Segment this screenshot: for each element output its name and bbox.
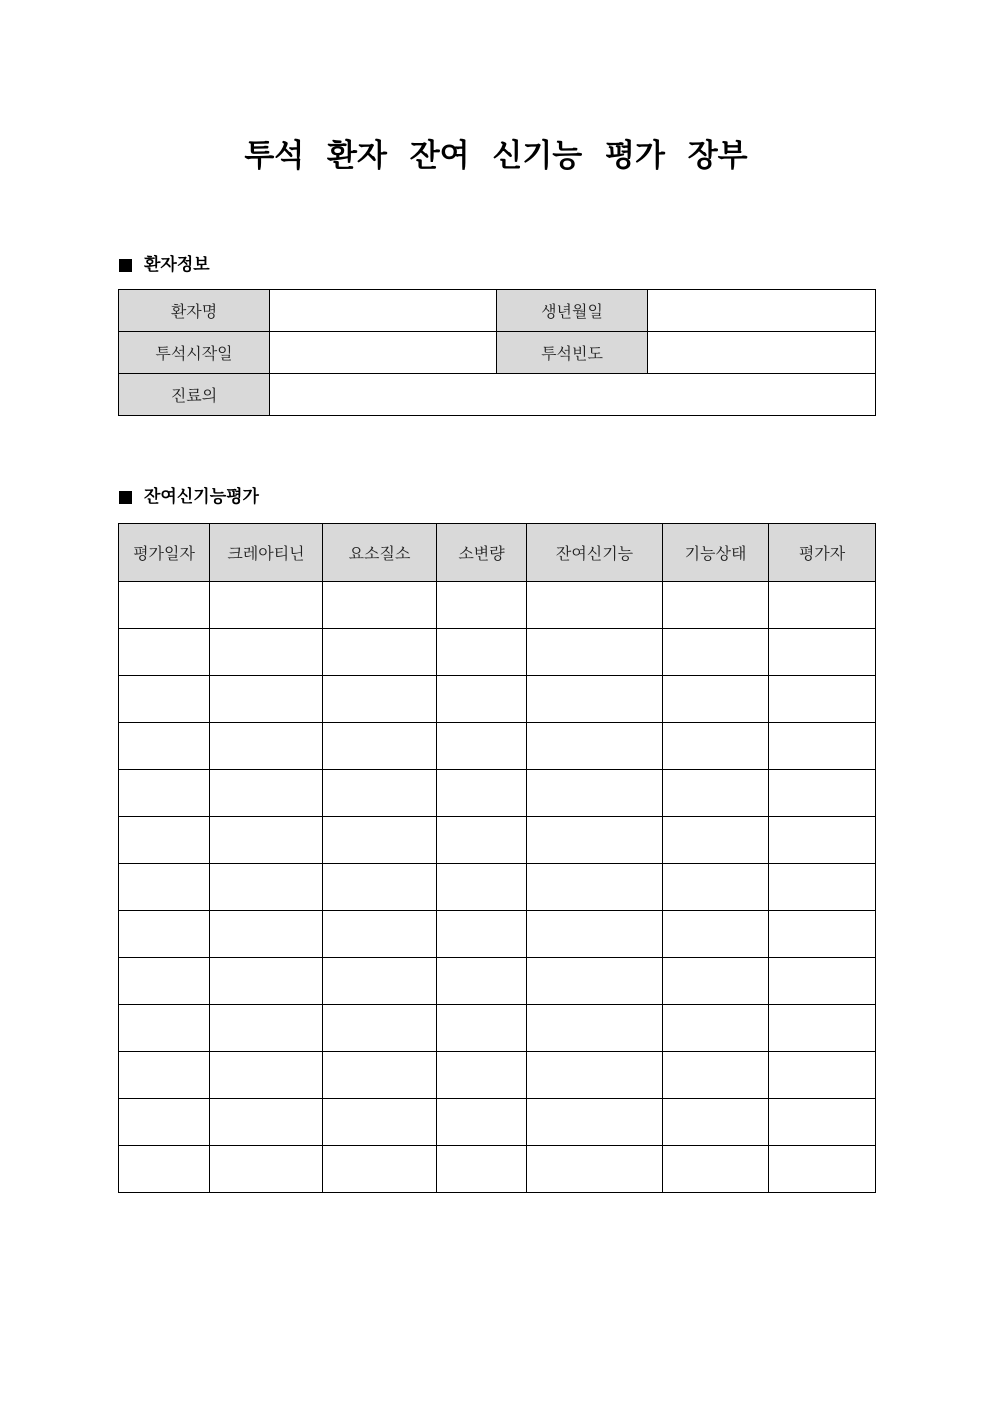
eval-date-cell[interactable] (119, 911, 210, 958)
creatinine-cell[interactable] (210, 1052, 323, 1099)
urine-output-cell[interactable] (437, 1005, 527, 1052)
urine-output-cell[interactable] (437, 911, 527, 958)
urine-output-cell[interactable] (437, 582, 527, 629)
bun-cell[interactable] (323, 958, 437, 1005)
patient-info-row (119, 374, 876, 416)
creatinine-cell[interactable] (210, 1099, 323, 1146)
evaluator-cell[interactable] (769, 582, 876, 629)
patient-name-label: 환자명 (119, 290, 270, 332)
bun-cell[interactable] (323, 1005, 437, 1052)
urine-output-cell[interactable] (437, 723, 527, 770)
dialysis-frequency-label: 투석빈도 (497, 332, 648, 374)
table-row (119, 1099, 876, 1146)
creatinine-cell[interactable] (210, 723, 323, 770)
column-header-eval-date: 평가일자 (119, 524, 210, 582)
patient-info-row (119, 290, 876, 332)
table-row (119, 958, 876, 1005)
square-bullet-icon (119, 491, 132, 504)
table-row (119, 770, 876, 817)
function-status-cell[interactable] (663, 629, 769, 676)
residual-function-cell[interactable] (527, 1099, 663, 1146)
eval-date-cell[interactable] (119, 723, 210, 770)
square-bullet-icon (119, 259, 132, 272)
residual-function-cell[interactable] (527, 629, 663, 676)
function-status-cell[interactable] (663, 911, 769, 958)
eval-date-cell[interactable] (119, 1099, 210, 1146)
function-status-cell[interactable] (663, 1099, 769, 1146)
physician-field[interactable] (270, 374, 876, 416)
function-status-cell[interactable] (663, 582, 769, 629)
residual-function-cell[interactable] (527, 864, 663, 911)
residual-function-cell[interactable] (527, 582, 663, 629)
eval-date-cell[interactable] (119, 770, 210, 817)
residual-function-cell[interactable] (527, 817, 663, 864)
function-status-cell[interactable] (663, 1052, 769, 1099)
evaluator-cell[interactable] (769, 1099, 876, 1146)
eval-date-cell[interactable] (119, 1052, 210, 1099)
bun-cell[interactable] (323, 676, 437, 723)
urine-output-cell[interactable] (437, 676, 527, 723)
function-status-cell[interactable] (663, 723, 769, 770)
function-status-cell[interactable] (663, 770, 769, 817)
patient-info-heading-text: 환자정보 (144, 255, 210, 275)
creatinine-cell[interactable] (210, 911, 323, 958)
birth-date-label: 생년월일 (497, 290, 648, 332)
creatinine-cell[interactable] (210, 1005, 323, 1052)
dialysis-frequency-field[interactable] (648, 332, 876, 374)
column-header-residual-function: 잔여신기능 (527, 524, 663, 582)
creatinine-cell[interactable] (210, 582, 323, 629)
dialysis-start-field[interactable] (270, 332, 497, 374)
residual-function-cell[interactable] (527, 1005, 663, 1052)
eval-date-cell[interactable] (119, 817, 210, 864)
patient-info-row (119, 332, 876, 374)
function-status-cell[interactable] (663, 1005, 769, 1052)
urine-output-cell[interactable] (437, 958, 527, 1005)
evaluator-cell[interactable] (769, 911, 876, 958)
column-header-evaluator: 평가자 (769, 524, 876, 582)
bun-cell[interactable] (323, 1146, 437, 1193)
creatinine-cell[interactable] (210, 676, 323, 723)
physician-label: 진료의 (119, 374, 270, 416)
evaluator-cell[interactable] (769, 629, 876, 676)
table-row (119, 1146, 876, 1193)
evaluation-heading (119, 485, 259, 509)
evaluation-header-row (119, 524, 876, 582)
eval-date-cell[interactable] (119, 1146, 210, 1193)
evaluation-table-body (119, 582, 876, 1193)
evaluator-cell[interactable] (769, 864, 876, 911)
birth-date-field[interactable] (648, 290, 876, 332)
eval-date-cell[interactable] (119, 1005, 210, 1052)
creatinine-cell[interactable] (210, 629, 323, 676)
residual-function-cell[interactable] (527, 911, 663, 958)
eval-date-cell[interactable] (119, 629, 210, 676)
function-status-cell[interactable] (663, 676, 769, 723)
urine-output-cell[interactable] (437, 1146, 527, 1193)
table-row (119, 911, 876, 958)
creatinine-cell[interactable] (210, 958, 323, 1005)
eval-date-cell[interactable] (119, 864, 210, 911)
creatinine-cell[interactable] (210, 1146, 323, 1193)
evaluation-table (118, 523, 876, 1193)
column-header-function-status: 기능상태 (663, 524, 769, 582)
table-row (119, 817, 876, 864)
dialysis-start-label: 투석시작일 (119, 332, 270, 374)
table-row (119, 629, 876, 676)
function-status-cell[interactable] (663, 1146, 769, 1193)
table-row (119, 1005, 876, 1052)
creatinine-cell[interactable] (210, 770, 323, 817)
column-header-urine-output: 소변량 (437, 524, 527, 582)
table-row (119, 723, 876, 770)
eval-date-cell[interactable] (119, 676, 210, 723)
bun-cell[interactable] (323, 1099, 437, 1146)
creatinine-cell[interactable] (210, 864, 323, 911)
function-status-cell[interactable] (663, 817, 769, 864)
urine-output-cell[interactable] (437, 817, 527, 864)
creatinine-cell[interactable] (210, 817, 323, 864)
eval-date-cell[interactable] (119, 958, 210, 1005)
evaluator-cell[interactable] (769, 770, 876, 817)
column-header-creatinine: 크레아티닌 (210, 524, 323, 582)
residual-function-cell[interactable] (527, 958, 663, 1005)
bun-cell[interactable] (323, 817, 437, 864)
urine-output-cell[interactable] (437, 1052, 527, 1099)
bun-cell[interactable] (323, 723, 437, 770)
patient-info-heading (119, 253, 210, 277)
column-header-bun: 요소질소 (323, 524, 437, 582)
urine-output-cell[interactable] (437, 1099, 527, 1146)
urine-output-cell[interactable] (437, 629, 527, 676)
page-title: 투석 환자 잔여 신기능 평가 장부 (244, 138, 748, 174)
residual-function-cell[interactable] (527, 676, 663, 723)
bun-cell[interactable] (323, 770, 437, 817)
residual-function-cell[interactable] (527, 770, 663, 817)
bun-cell[interactable] (323, 629, 437, 676)
evaluator-cell[interactable] (769, 676, 876, 723)
evaluator-cell[interactable] (769, 1052, 876, 1099)
evaluation-heading-text: 잔여신기능평가 (144, 487, 259, 507)
table-row (119, 864, 876, 911)
bun-cell[interactable] (323, 1052, 437, 1099)
eval-date-cell[interactable] (119, 582, 210, 629)
evaluator-cell[interactable] (769, 1146, 876, 1193)
function-status-cell[interactable] (663, 958, 769, 1005)
bun-cell[interactable] (323, 864, 437, 911)
evaluator-cell[interactable] (769, 723, 876, 770)
residual-function-cell[interactable] (527, 1052, 663, 1099)
evaluator-cell[interactable] (769, 817, 876, 864)
table-row (119, 676, 876, 723)
function-status-cell[interactable] (663, 864, 769, 911)
evaluator-cell[interactable] (769, 1005, 876, 1052)
urine-output-cell[interactable] (437, 770, 527, 817)
bun-cell[interactable] (323, 582, 437, 629)
residual-function-cell[interactable] (527, 723, 663, 770)
bun-cell[interactable] (323, 911, 437, 958)
evaluator-cell[interactable] (769, 958, 876, 1005)
patient-name-field[interactable] (270, 290, 497, 332)
table-row (119, 1052, 876, 1099)
table-row (119, 582, 876, 629)
patient-info-table (118, 289, 876, 416)
residual-function-cell[interactable] (527, 1146, 663, 1193)
urine-output-cell[interactable] (437, 864, 527, 911)
